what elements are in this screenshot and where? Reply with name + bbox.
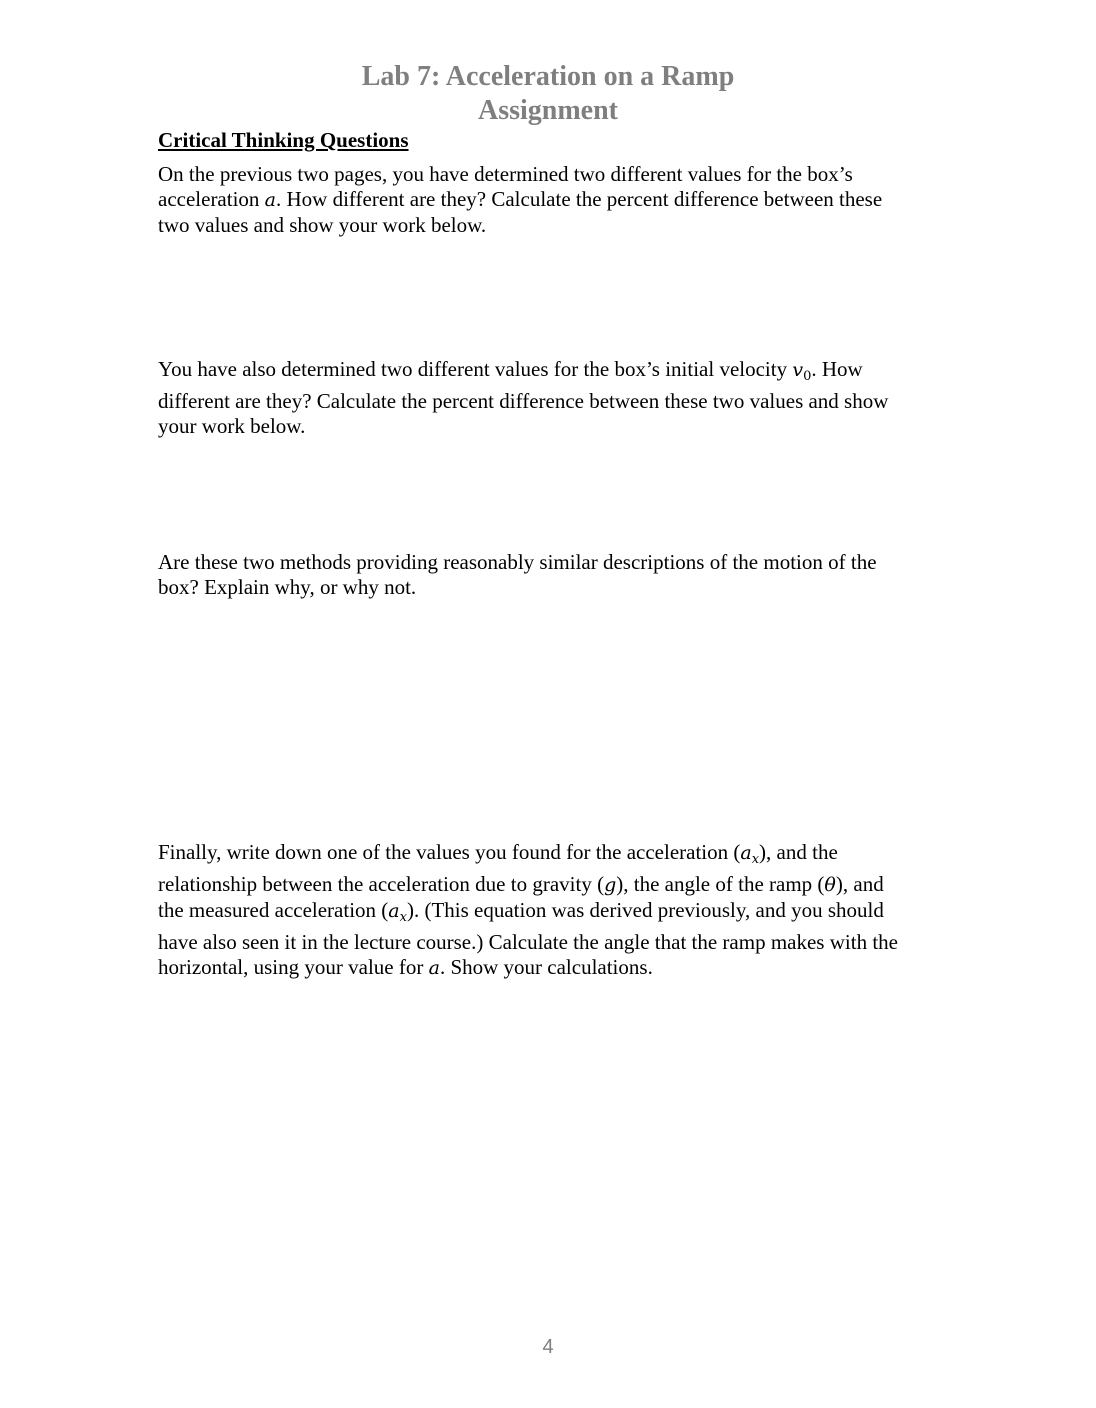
page-title: Lab 7: Acceleration on a Ramp [361,61,735,92]
question-2-line-3: your work below. [158,414,306,438]
text-fragment: ), and the [759,840,838,864]
section-heading: Critical Thinking Questions [158,128,409,152]
page-subtitle: Assignment [477,95,618,126]
math-subscript: x [399,910,407,925]
text-fragment: Finally, write down one of the values you found for the acceleration ( [158,840,741,864]
text-fragment: . How [811,357,863,381]
math-variable: v [792,359,804,381]
text-fragment: the measured acceleration ( [158,898,389,922]
question-1-line-3: two values and show your work below. [158,213,487,237]
math-variable: θ [824,874,836,896]
question-1-line-2 [158,187,938,213]
question-4-line-3 [158,898,938,930]
text-fragment: ). (This equation was derived previously, and you should [406,898,884,922]
math-variable: g [604,874,617,896]
question-2 [158,357,938,439]
question-1-line-1: On the previous two pages, you have determined two different values for the box’s [158,162,853,186]
math-subscript: 0 [803,369,812,384]
math-variable: a [388,900,400,922]
question-4 [158,840,938,981]
question-4-line-5 [158,955,938,981]
text-fragment: You have also determined two different values for the box’s initial velocity [158,357,793,381]
text-fragment: ), the angle of the ramp ( [616,872,825,896]
question-3 [158,550,938,600]
text-fragment: . How different are they? Calculate the percent difference between these [276,187,883,211]
math-variable: a [428,957,440,979]
question-2-line-1 [158,357,938,389]
question-4-line-2 [158,872,938,898]
question-4-line-4: have also seen it in the lecture course.) Calculate the angle that the ramp makes with the [158,930,898,954]
page-number: 4 [542,1336,554,1358]
question-3-line-2: box? Explain why, or why not. [158,575,417,599]
text-fragment: ), and [835,872,884,896]
question-1 [158,162,938,238]
question-2-line-2: different are they? Calculate the percent difference between these two values and show [158,389,889,413]
text-fragment: relationship between the acceleration due to gravity ( [158,872,605,896]
math-variable: a [740,842,752,864]
question-4-line-1 [158,840,938,872]
text-fragment: acceleration [158,187,265,211]
question-3-line-1: Are these two methods providing reasonably similar descriptions of the motion of the [158,550,877,574]
math-variable: a [264,189,276,211]
math-subscript: x [751,852,760,867]
text-fragment: horizontal, using your value for [158,955,429,979]
text-fragment: . Show your calculations. [439,955,653,979]
